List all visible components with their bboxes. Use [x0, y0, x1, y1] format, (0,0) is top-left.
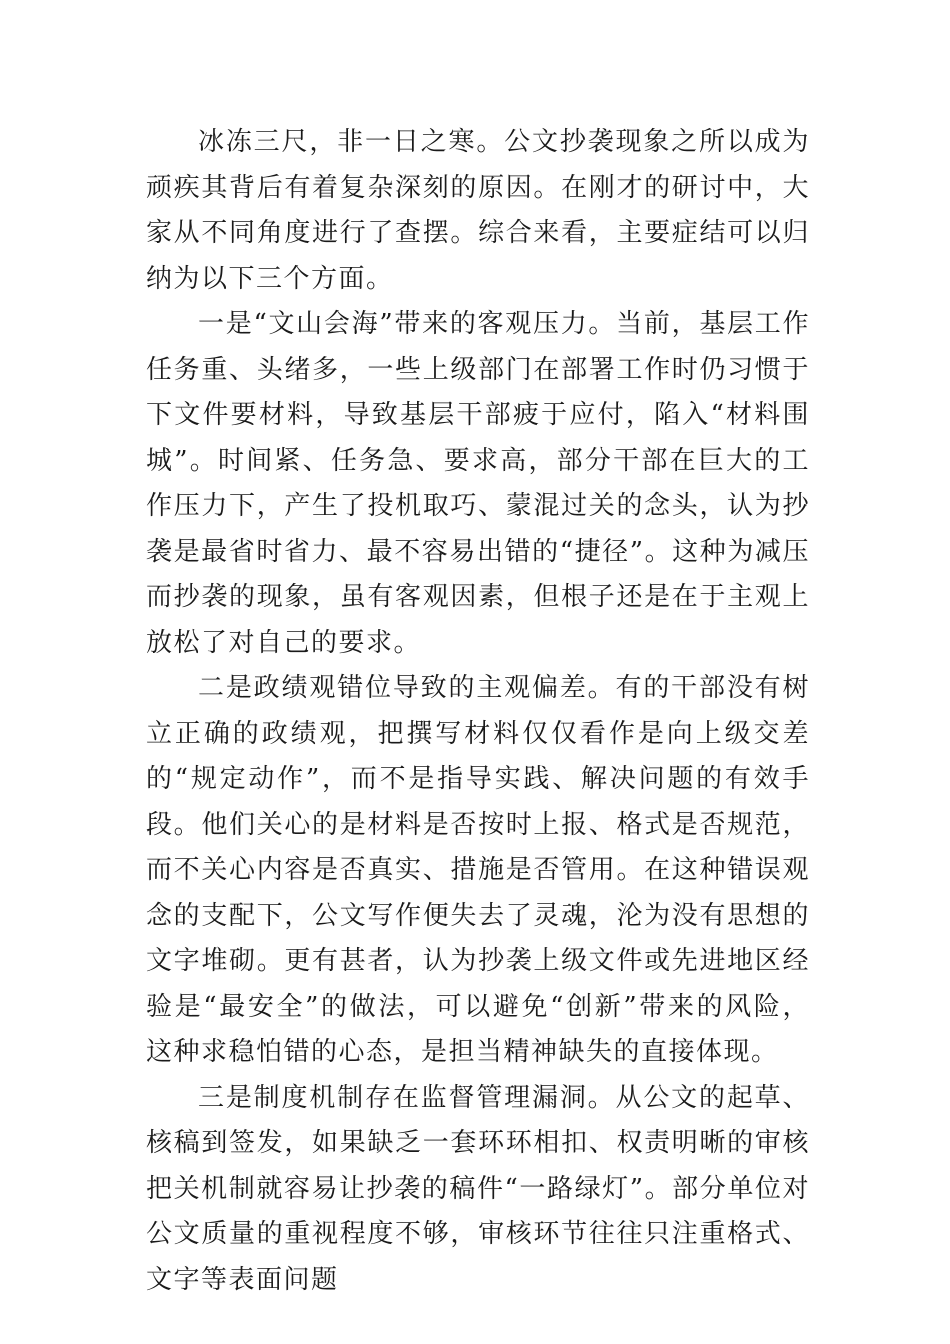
paragraph-subjective-deviation: 二是政绩观错位导致的主观偏差。有的干部没有树立正确的政绩观，把撰写材料仅仅看作是向上级交差的“规定动作”，而不是指导实践、解决问题的有效手段。他们关心的是材料是否按时上报、格式是否规范，而不关心内容是否真实、措施是否管用。在这种错误观念的支配下，公文写作便失去了灵魂，沦为没有思想的文字堆砌。更有甚者，认为抄袭上级文件或先进地区经验是“最安全”的做法，可以避免“创新”带来的风险，这种求稳怕错的心态，是担当精神缺失的直接体现。 [146, 673, 810, 1067]
paragraph-institutional-loopholes: 三是制度机制存在监督管理漏洞。从公文的起草、核稿到签发，如果缺乏一套环环相扣、权责明晰的审核把关机制就容易让抄袭的稿件“一路绿灯”。部分单位对公文质量的重视程度不够，审核环节往往只注重格式、文字等表面问题 [146, 1082, 810, 1295]
document-body [146, 120, 810, 1303]
paragraph-root-causes-intro: 冰冻三尺，非一日之寒。公文抄袭现象之所以成为顽疾其背后有着复杂深刻的原因。在刚才的研讨中，大家从不同角度进行了查摆。综合来看，主要症结可以归纳为以下三个方面。 [146, 127, 810, 294]
paragraph-objective-pressure: 一是“文山会海”带来的客观压力。当前，基层工作任务重、头绪多，一些上级部门在部署工作时仍习惯于下文件要材料，导致基层干部疲于应付，陷入“材料围城”。时间紧、任务急、要求高，部分干部在巨大的工作压力下，产生了投机取巧、蒙混过关的念头，认为抄袭是最省时省力、最不容易出错的“捷径”。这种为减压而抄袭的现象，虽有客观因素，但根子还是在于主观上放松了对自己的要求。 [146, 309, 810, 658]
